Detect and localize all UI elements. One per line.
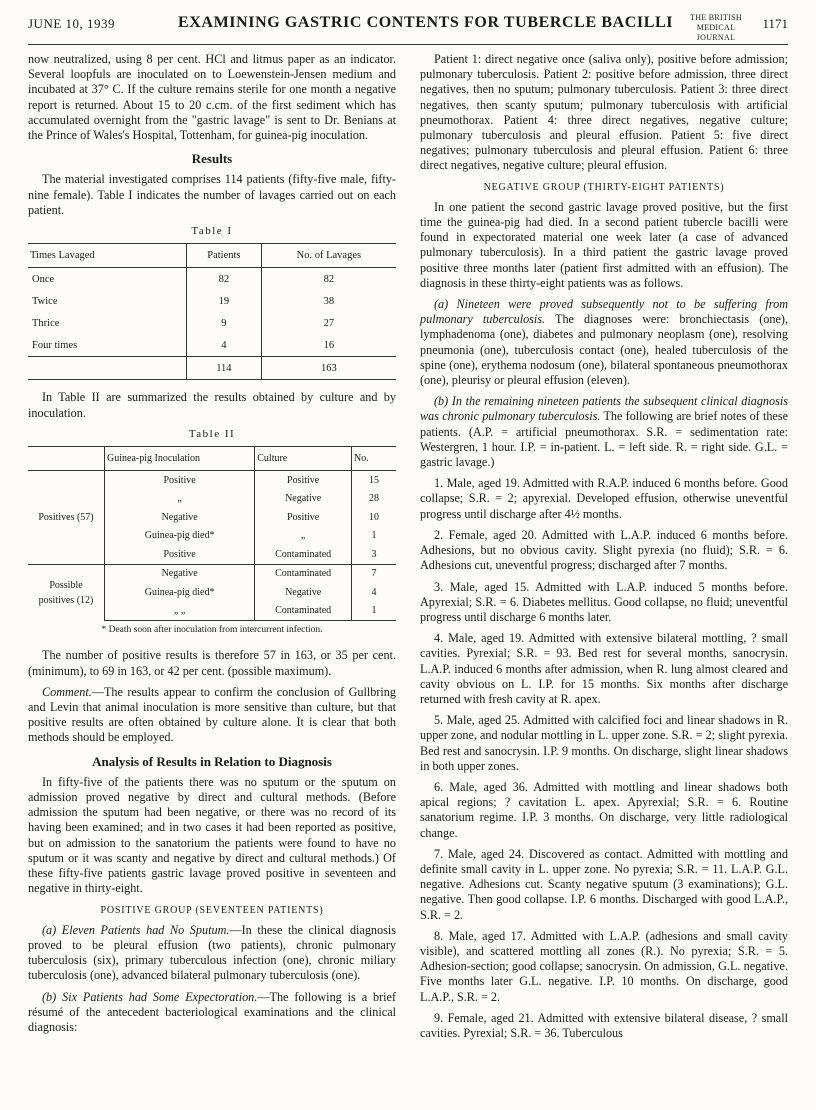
table1-cell: Four times	[32, 339, 78, 351]
table1-header: No. of Lavages	[261, 244, 396, 268]
table2-cell: Guinea-pig died*	[105, 583, 255, 602]
table1-total: 114	[187, 357, 262, 380]
page-number: 1171	[762, 16, 788, 31]
table2-cell: „	[255, 527, 352, 546]
table-row	[28, 290, 396, 312]
table1-total-row	[28, 357, 396, 380]
table2-cell: Negative	[105, 564, 255, 583]
table2-cell: Positive	[105, 471, 255, 490]
table2-cell: Positive	[105, 545, 255, 564]
case-note: 4. Male, aged 19. Admitted with extensive bilateral mottling, ? small cavities. Pyrexial; S.R. = 93. Bed rest for several months, sanocrysin. L.A.P. induced 6 months after admission, when R. lung almost cleared and cavity obvious on L. I.P. for 15 months. Six months after discharge returned with fresh cavity at R. apex.	[420, 631, 788, 706]
table2-cell: 3	[352, 545, 397, 564]
table-row	[28, 334, 396, 357]
patients-paragraph: Patient 1: direct negative once (saliva only), positive before admission; pulmonary tuberculosis. Patient 2: positive before admission, three direct negatives, then no sputum; pulmonary tuberculosis. Patient 3: three direct negatives, then scanty sputum; pulmonary tuberculosis with artificial pneumothorax. Patient 4: three direct negatives, negative culture; pulmonary tuberculosis and pleural effusion. Patient 5: five direct negatives; pulmonary tuberculosis and pleural effusion. Patient 6: three direct negatives, negative culture; pleural effusion.	[420, 52, 788, 173]
case-note: 6. Male, aged 36. Admitted with mottling and linear shadows both apical regions; ? cavitation L. apex. Apyrexial; S.R. = 6. Routine sanatorium regime. I.P. 3 months. On discharge, very little radiological change.	[420, 779, 788, 840]
table1-header: Times Lavaged	[28, 244, 187, 268]
group-a-text: —In these the clinical diagnosis proved to be pleural effusion (two patients), chronic pulmonary tuberculosis (six), primary tuberculous infection (one), chronic miliary tuberculosis (one), advanced bilateral pulmonary tuberculosis (one).	[28, 922, 396, 983]
table-2	[28, 446, 396, 621]
analysis-paragraph: In fifty-five of the patients there was no sputum or the sputum on admission proved negative by direct and cultural methods. (Before admission the sputum had been negative, or there was no record of its having been examined; and in two cases it had been reported as positive, but on admission to the sanatorium the patients were found to have no sputum or it was scanty and negative by direct and cultural methods.) Of these fifty-five patients gastric lavage proved positive in seventeen and negative in thirty-eight.	[28, 774, 396, 896]
table-row	[28, 471, 396, 490]
table-row	[28, 312, 396, 334]
case-note: 9. Female, aged 21. Admitted with extensive bilateral disease, ? small cavities. Pyrexial; S.R. = 36. Tuberculous	[420, 1010, 788, 1040]
table1-cell: Twice	[32, 295, 58, 307]
table2-cell: Contaminated	[255, 602, 352, 621]
table-row	[28, 564, 396, 583]
negative-a-text: The diagnoses were: bronchiectasis (one), lymphadenoma (one), diabetes and pulmonary neoplasm (one), resolving pneumonia (one), tuberculosis contact (one), healed tuberculosis of the spine (one), erythema nodosum (one), bilateral spontaneous pneumothorax (one), pleurisy or pleural effusion (eleven).	[420, 312, 789, 388]
table2-cell: Contaminated	[255, 564, 352, 583]
negative-b-text: The following are brief notes of these patients. (A.P. = artificial pneumothorax. S.R. = sedimentation rate: Westergren, 1 hour. I.P. = in-patient. L. = left side. R. = right side. G.L. = gastric lavage.)	[420, 409, 788, 470]
table1-caption: Table I	[191, 225, 233, 238]
table1-cell: 38	[261, 290, 396, 312]
table-row	[28, 268, 396, 291]
table1-cell: Thrice	[32, 317, 60, 329]
table1-cell: 82	[187, 268, 262, 291]
negative-group-heading: NEGATIVE GROUP (THIRTY-EIGHT PATIENTS)	[483, 181, 725, 193]
negative-group-paragraph: In one patient the second gastric lavage proved positive, but the first time the guinea-pig had died. In a second patient tubercle bacilli were found in expectorated material one week later (a case of advanced pulmonary tuberculosis). In a third patient the gastric lavage proved positive three months later (patient first admitted with an effusion). The diagnosis in these thirty-eight patients was as follows.	[420, 199, 788, 290]
table2-cell: Contaminated	[255, 545, 352, 564]
table2-cell: 15	[352, 471, 397, 490]
table2-cell: 1	[352, 527, 397, 546]
group-a-paragraph	[28, 923, 396, 984]
results-heading: Results	[191, 151, 233, 167]
table1-cell: 16	[261, 334, 396, 357]
case-note: 1. Male, aged 19. Admitted with R.A.P. induced 6 months before. Good collapse; S.R. = 2; apyrexial. Developed effusion, otherwise uneventful progress until discharge after 4½ months.	[420, 476, 788, 521]
table2-cell: 4	[352, 583, 397, 602]
table1-cell: 19	[187, 290, 262, 312]
table2-cell: 7	[352, 564, 397, 583]
table2-cell: Positive	[255, 471, 352, 490]
negative-b-paragraph	[420, 394, 788, 470]
table-1	[28, 243, 396, 380]
table2-caption: Table II	[188, 427, 236, 440]
case-note: 2. Female, aged 20. Admitted with L.A.P. induced 6 months before. Adhesions, but no obvious cavity. Slight pyrexia (no fluid); S.R. = 6. Adhesions cut, uneventful progress; discharged after 7 months.	[420, 527, 788, 573]
table2-cell: 1	[352, 602, 397, 621]
table2-header: Culture	[255, 447, 352, 471]
table2-footnote: * Death soon after inoculation from intercurrent infection.	[101, 625, 323, 636]
comment-text: —The results appear to confirm the conclusion of Gullbring and Levin that animal inoculation is more sensitive than culture, but that positive results are often obtained by culture alone. It is clear that both methods should be employed.	[28, 684, 396, 745]
group-a-label: (a) Eleven Patients had No Sputum.	[42, 922, 230, 937]
table1-cell: 27	[261, 312, 396, 334]
negative-b-label: (b) In the remaining nineteen patients the subsequent clinical diagnosis was chronic pulmonary tuberculosis.	[420, 394, 788, 424]
group-label-positives: Positives (57)	[38, 511, 94, 523]
table1-cell: 82	[261, 268, 396, 291]
negative-a-paragraph	[420, 297, 788, 388]
table2-header: Guinea-pig Inoculation	[105, 447, 255, 471]
table2-intro-paragraph: In Table II are summarized the results obtained by culture and by inoculation.	[28, 390, 396, 420]
table2-cell: Guinea-pig died*	[105, 527, 255, 546]
table2-header-row	[28, 447, 396, 471]
analysis-heading: Analysis of Results in Relation to Diagnosis	[92, 753, 332, 769]
table2-cell: Negative	[255, 490, 352, 509]
group-b-paragraph	[28, 990, 396, 1036]
table2-cell: Positive	[255, 508, 352, 527]
table1-cell: 9	[187, 312, 262, 334]
table2-cell: 10	[352, 508, 397, 527]
case-note: 8. Male, aged 17. Admitted with L.A.P. (adhesions and small cavity visible), and scattered mottling all zones (R.). No pyrexia; S.R. = 5. Adhesion-section; good collapse; sanocrysin. On admission, G.L. negative. Five months later G.L. negative. I.P. 10 months. On discharge, good L.A.P., S.R. = 2.	[420, 928, 788, 1004]
case-note: 3. Male, aged 15. Admitted with L.A.P. induced 5 months before. Apyrexial; S.R. = 6. Diabetes mellitus. Good collapse, no fluid; uneventful progress until discharge 6 months later.	[420, 579, 788, 624]
table2-cell: Negative	[105, 508, 255, 527]
table1-header: Patients	[187, 244, 262, 268]
table1-cell: 4	[187, 334, 262, 357]
positive-group-heading: POSITIVE GROUP (SEVENTEEN PATIENTS)	[100, 904, 324, 916]
table2-cell: „	[105, 490, 255, 509]
results-paragraph: The material investigated comprises 114 patients (fifty-five male, fifty-nine female). Table I indicates the number of lavages carried out on each patient.	[28, 172, 396, 217]
right-column	[420, 52, 788, 1047]
table2-cell: Negative	[255, 583, 352, 602]
table1-header-row	[28, 244, 396, 268]
table1-cell: Once	[32, 273, 55, 285]
group-label-possible-positives: Possible positives (12)	[28, 564, 105, 621]
issue-date: JUNE 10, 1939	[28, 16, 116, 31]
comment-label: Comment.	[42, 684, 92, 699]
running-title: EXAMINING GASTRIC CONTENTS FOR TUBERCLE BACILLI	[178, 14, 674, 31]
left-column	[28, 52, 396, 1041]
negative-a-label: (a) Nineteen were proved subsequently not to be suffering from pulmonary tuberculosis.	[420, 297, 788, 327]
case-note: 7. Male, aged 24. Discovered as contact. Admitted with mottling and definite small cavity in L. upper zone. No pyrexia; S.R. = 11. L.A.P. G.L. negative. Adhesions cut. Scanty negative sputum (3 examinations); G.L. negative. Then good collapse. I.P. 6 months. Discharged with good L.A.P., S.R. = 2.	[420, 846, 788, 922]
table2-cell: „ „	[105, 602, 255, 621]
comment-paragraph	[28, 685, 396, 746]
intro-paragraph: now neutralized, using 8 per cent. HCl and litmus paper as an indicator. Several loopfuls are inoculated on to Loewenstein-Jensen medium and incubated at 37° C. If the culture remains sterile for one month a negative report is returned. About 15 to 20 c.cm. of the first sediment which has accumulated overnight from the "gastric lavage" is sent to Dr. Benians at the Prince of Wales's Hospital, Tottenham, for guinea-pig inoculation.	[28, 52, 396, 143]
group-b-label: (b) Six Patients had Some Expectoration.	[42, 989, 258, 1004]
table2-cell: 28	[352, 490, 397, 509]
table2-header: No.	[352, 447, 397, 471]
journal-name: THE BRITISH MEDICAL JOURNAL	[690, 13, 742, 42]
positive-results-paragraph: The number of positive results is therefore 57 in 163, or 35 per cent. (minimum), to 69 in 163, or 42 per cent. (possible maximum).	[28, 648, 396, 678]
table1-total: 163	[261, 357, 396, 380]
page-header	[28, 10, 788, 45]
case-note: 5. Male, aged 25. Admitted with calcified foci and linear shadows in R. upper zone, and nodular mottling in L. upper zone. S.R. = 2; slight pyrexia. Bed rest and sanocrysin. I.P. 9 months. On discharge, slight linear shadows in both upper zones.	[420, 713, 788, 773]
group-b-text: —The following is a brief résumé of the antecedent bacteriological examinations and the clinical diagnosis:	[28, 989, 397, 1034]
